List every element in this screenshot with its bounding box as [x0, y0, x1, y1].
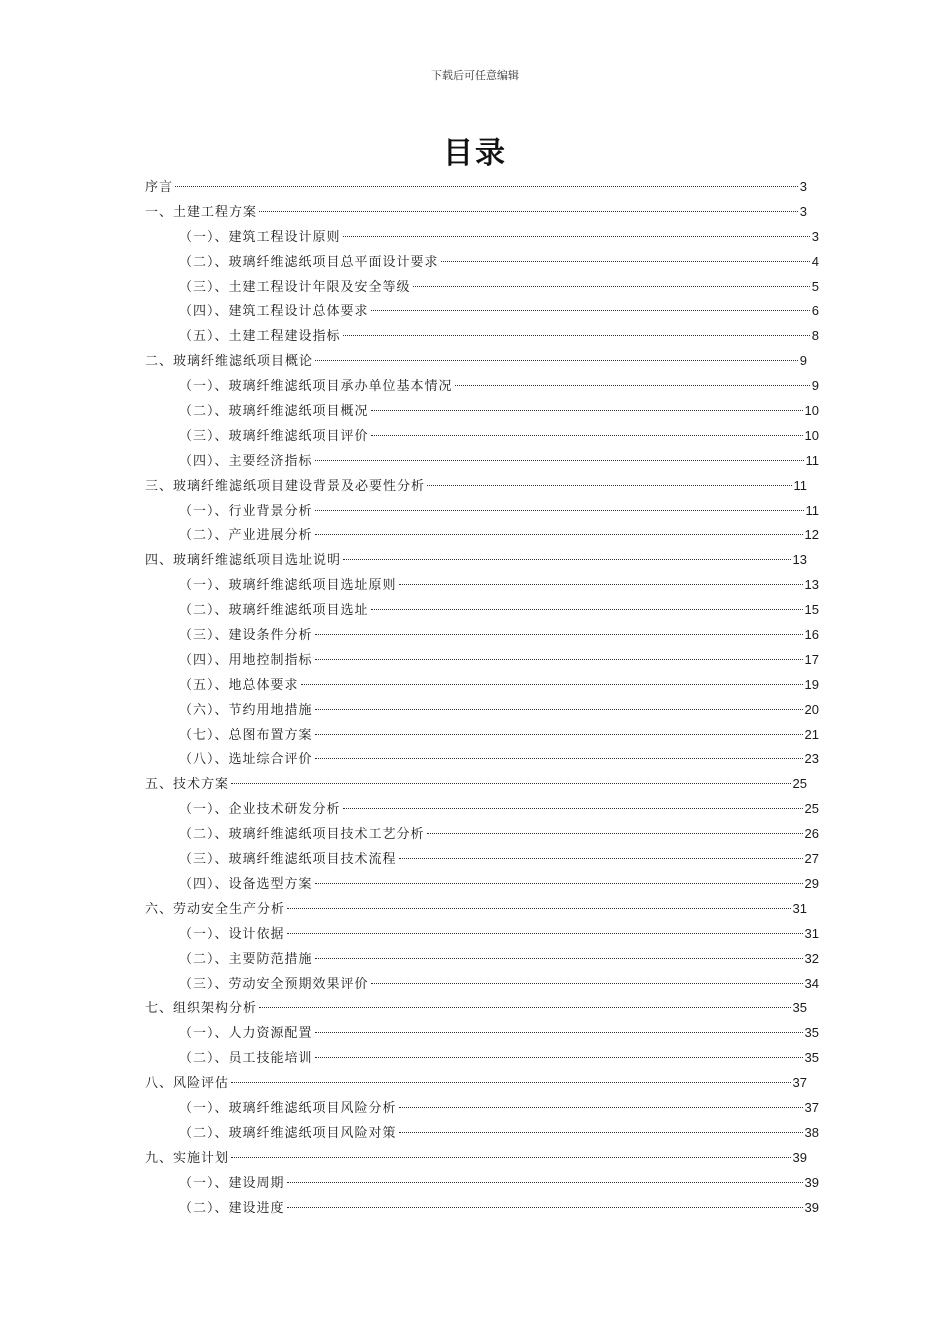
toc-entry[interactable]: [145, 623, 819, 648]
toc-entry-label: （六）、节约用地措施: [179, 702, 313, 718]
toc-dot-leader: [371, 609, 803, 610]
toc-entry-page: 13: [792, 552, 807, 568]
toc-entry[interactable]: [145, 299, 819, 324]
toc-entry-label: 四、玻璃纤维滤纸项目选址说明: [145, 553, 342, 569]
toc-dot-leader: [371, 435, 803, 436]
toc-entry-page: 5: [811, 278, 819, 294]
toc-entry[interactable]: [145, 897, 807, 922]
table-of-contents: [145, 175, 819, 1220]
toc-dot-leader: [343, 335, 810, 336]
toc-entry-page: 31: [804, 925, 819, 941]
toc-entry-page: 16: [804, 627, 819, 643]
toc-dot-leader: [259, 1007, 791, 1008]
toc-entry-page: 35: [804, 1050, 819, 1066]
toc-entry[interactable]: [145, 673, 819, 698]
toc-entry-page: 9: [799, 353, 807, 369]
page-header: 下载后可任意编辑: [431, 69, 519, 82]
toc-entry[interactable]: [145, 698, 819, 723]
toc-dot-leader: [231, 1082, 791, 1083]
toc-dot-leader: [175, 186, 798, 187]
toc-entry-page: 21: [804, 726, 819, 742]
toc-entry[interactable]: [145, 399, 819, 424]
toc-entry-label: （五）、地总体要求: [179, 677, 299, 693]
toc-entry[interactable]: [145, 349, 807, 374]
toc-dot-leader: [315, 510, 804, 511]
toc-entry-label: （二）、产业进展分析: [179, 528, 313, 544]
toc-dot-leader: [343, 236, 810, 237]
toc-entry[interactable]: [145, 1071, 807, 1096]
toc-entry-page: 11: [793, 477, 807, 493]
toc-entry[interactable]: [145, 250, 819, 275]
toc-entry[interactable]: [145, 200, 807, 225]
toc-entry-label: （一）、设计依据: [179, 926, 285, 942]
toc-dot-leader: [315, 958, 803, 959]
toc-entry[interactable]: [145, 548, 807, 573]
toc-entry[interactable]: [145, 175, 807, 200]
toc-entry-label: （四）、主要经济指标: [179, 453, 313, 469]
toc-entry-page: 35: [792, 1000, 807, 1016]
toc-entry-page: 10: [804, 427, 819, 443]
toc-entry-label: （一）、建筑工程设计原则: [179, 229, 341, 245]
toc-dot-leader: [231, 783, 791, 784]
toc-entry-label: （一）、玻璃纤维滤纸项目承办单位基本情况: [179, 379, 453, 395]
toc-entry[interactable]: [145, 822, 819, 847]
toc-entry-label: （四）、建筑工程设计总体要求: [179, 304, 369, 320]
toc-entry[interactable]: [145, 797, 819, 822]
toc-entry[interactable]: [145, 1171, 819, 1196]
toc-entry-label: （一）、企业技术研发分析: [179, 802, 341, 818]
toc-dot-leader: [399, 1107, 803, 1108]
toc-entry-label: （一）、行业背景分析: [179, 503, 313, 519]
toc-entry-label: （三）、玻璃纤维滤纸项目技术流程: [179, 852, 397, 868]
toc-entry-page: 19: [804, 676, 819, 692]
toc-entry-label: 三、玻璃纤维滤纸项目建设背景及必要性分析: [145, 478, 426, 494]
toc-entry-page: 37: [792, 1075, 807, 1091]
toc-dot-leader: [315, 634, 803, 635]
toc-dot-leader: [287, 1207, 803, 1208]
toc-entry-label: （二）、员工技能培训: [179, 1051, 313, 1067]
toc-dot-leader: [455, 385, 810, 386]
toc-entry-page: 25: [792, 776, 807, 792]
toc-dot-leader: [371, 410, 803, 411]
toc-entry-label: （一）、玻璃纤维滤纸项目选址原则: [179, 578, 397, 594]
toc-entry-label: 九、实施计划: [145, 1150, 230, 1166]
toc-entry-page: 35: [804, 1025, 819, 1041]
toc-dot-leader: [315, 360, 798, 361]
toc-entry[interactable]: [145, 747, 819, 772]
toc-entry-label: （七）、总图布置方案: [179, 727, 313, 743]
toc-dot-leader: [315, 460, 804, 461]
toc-entry-label: （一）、建设周期: [179, 1175, 285, 1191]
toc-entry-page: 6: [811, 303, 819, 319]
toc-dot-leader: [315, 734, 803, 735]
toc-entry[interactable]: [145, 723, 819, 748]
toc-entry-label: （三）、劳动安全预期效果评价: [179, 976, 369, 992]
toc-entry-label: （四）、用地控制指标: [179, 652, 313, 668]
toc-entry-page: 12: [804, 527, 819, 543]
toc-entry-label: 一、土建工程方案: [145, 204, 258, 220]
toc-entry-page: 15: [804, 602, 819, 618]
toc-entry-page: 3: [811, 228, 819, 244]
toc-entry-page: 8: [811, 328, 819, 344]
toc-dot-leader: [259, 211, 798, 212]
toc-entry-label: （一）、玻璃纤维滤纸项目风险分析: [179, 1100, 397, 1116]
toc-dot-leader: [287, 908, 791, 909]
toc-entry[interactable]: [145, 1146, 807, 1171]
toc-entry-label: 五、技术方案: [145, 777, 230, 793]
toc-dot-leader: [371, 310, 810, 311]
toc-entry-page: 3: [799, 203, 807, 219]
toc-dot-leader: [343, 808, 803, 809]
toc-dot-leader: [315, 709, 803, 710]
toc-entry-page: 34: [804, 975, 819, 991]
toc-entry[interactable]: [145, 1046, 819, 1071]
toc-entry[interactable]: [145, 947, 819, 972]
toc-dot-leader: [399, 584, 803, 585]
toc-entry-label: （二）、玻璃纤维滤纸项目技术工艺分析: [179, 827, 425, 843]
toc-dot-leader: [399, 1132, 803, 1133]
toc-entry-label: （八）、选址综合评价: [179, 752, 313, 768]
page-title: 目录: [443, 136, 507, 171]
toc-dot-leader: [231, 1157, 791, 1158]
toc-entry-page: 11: [805, 502, 819, 518]
toc-entry-page: 37: [804, 1099, 819, 1115]
toc-entry-label: （五）、土建工程建设指标: [179, 329, 341, 345]
toc-entry-page: 4: [811, 253, 819, 269]
toc-dot-leader: [441, 261, 810, 262]
toc-dot-leader: [371, 983, 803, 984]
toc-entry[interactable]: [145, 374, 819, 399]
toc-entry[interactable]: [145, 598, 819, 623]
toc-dot-leader: [301, 684, 803, 685]
toc-entry-label: （三）、玻璃纤维滤纸项目评价: [179, 428, 369, 444]
toc-entry-label: 二、玻璃纤维滤纸项目概论: [145, 354, 314, 370]
toc-dot-leader: [315, 534, 803, 535]
toc-entry-label: 六、劳动安全生产分析: [145, 901, 286, 917]
toc-dot-leader: [315, 659, 803, 660]
toc-entry-label: （二）、玻璃纤维滤纸项目风险对策: [179, 1125, 397, 1141]
toc-entry-page: 23: [804, 751, 819, 767]
toc-dot-leader: [315, 883, 803, 884]
toc-entry[interactable]: [145, 474, 807, 499]
toc-dot-leader: [427, 485, 791, 486]
toc-entry-label: 七、组织架构分析: [145, 1001, 258, 1017]
toc-entry-label: 序言: [145, 180, 174, 195]
toc-dot-leader: [343, 559, 791, 560]
toc-dot-leader: [399, 858, 803, 859]
toc-entry-label: （二）、建设进度: [179, 1200, 285, 1216]
toc-dot-leader: [315, 1057, 803, 1058]
toc-entry-page: 39: [804, 1174, 819, 1190]
toc-entry-page: 31: [792, 900, 807, 916]
toc-entry[interactable]: [145, 847, 819, 872]
toc-entry-page: 11: [805, 452, 819, 468]
toc-dot-leader: [315, 1032, 803, 1033]
toc-entry[interactable]: [145, 972, 819, 997]
toc-dot-leader: [287, 1182, 803, 1183]
toc-entry[interactable]: [145, 225, 819, 250]
toc-entry[interactable]: [145, 275, 819, 300]
toc-entry[interactable]: [145, 1121, 819, 1146]
toc-entry[interactable]: [145, 996, 807, 1021]
toc-entry-page: 27: [804, 851, 819, 867]
toc-entry-page: 25: [804, 801, 819, 817]
toc-entry[interactable]: [145, 573, 819, 598]
toc-entry[interactable]: [145, 922, 819, 947]
toc-entry-page: 20: [804, 701, 819, 717]
toc-entry[interactable]: [145, 648, 819, 673]
toc-entry[interactable]: [145, 424, 819, 449]
toc-entry-page: 39: [804, 1199, 819, 1215]
toc-entry-label: （四）、设备选型方案: [179, 876, 313, 892]
toc-dot-leader: [315, 758, 803, 759]
toc-entry-label: （二）、玻璃纤维滤纸项目总平面设计要求: [179, 254, 439, 270]
toc-entry[interactable]: [145, 324, 819, 349]
toc-entry-page: 38: [804, 1124, 819, 1140]
toc-entry[interactable]: [145, 872, 819, 897]
toc-entry-page: 9: [811, 378, 819, 394]
toc-entry-page: 13: [804, 577, 819, 593]
toc-entry-label: （一）、人力资源配置: [179, 1026, 313, 1042]
toc-entry[interactable]: [145, 1196, 819, 1221]
toc-entry[interactable]: [145, 523, 819, 548]
toc-entry-label: （二）、玻璃纤维滤纸项目概况: [179, 404, 369, 420]
toc-entry-label: （三）、土建工程设计年限及安全等级: [179, 279, 411, 295]
toc-entry[interactable]: [145, 449, 819, 474]
toc-entry-page: 29: [804, 875, 819, 891]
toc-dot-leader: [413, 286, 810, 287]
toc-entry[interactable]: [145, 1096, 819, 1121]
toc-entry-page: 10: [804, 403, 819, 419]
toc-entry-label: 八、风险评估: [145, 1076, 230, 1092]
toc-entry[interactable]: [145, 1021, 819, 1046]
toc-entry-label: （二）、主要防范措施: [179, 951, 313, 967]
toc-entry-page: 3: [799, 179, 807, 194]
toc-entry-page: 39: [792, 1149, 807, 1165]
toc-entry[interactable]: [145, 499, 819, 524]
toc-dot-leader: [427, 833, 803, 834]
toc-entry-page: 32: [804, 950, 819, 966]
toc-entry-label: （三）、建设条件分析: [179, 628, 313, 644]
toc-entry-page: 26: [804, 826, 819, 842]
toc-entry-page: 17: [804, 651, 819, 667]
toc-entry[interactable]: [145, 772, 807, 797]
toc-entry-label: （二）、玻璃纤维滤纸项目选址: [179, 603, 369, 619]
toc-dot-leader: [287, 933, 803, 934]
